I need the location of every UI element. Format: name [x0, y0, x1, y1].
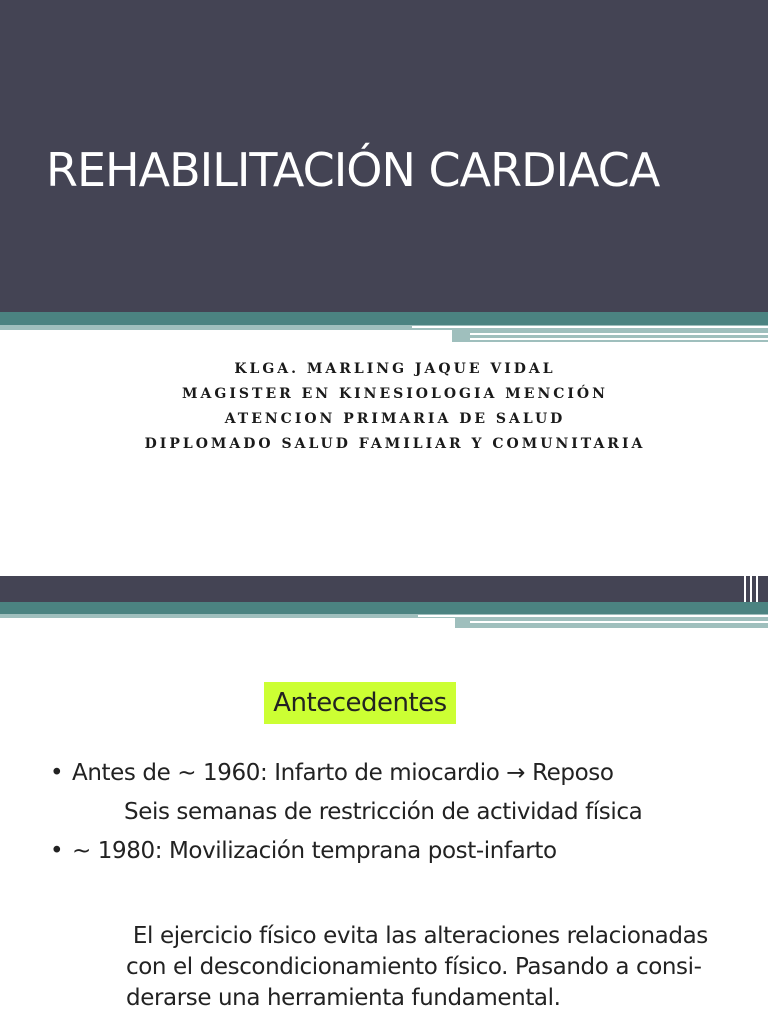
slide-title: REHABILITACIÓN CARDIACA	[46, 143, 660, 197]
content-vertical-ticks	[756, 576, 758, 602]
content-accent-stripe	[455, 618, 768, 628]
header-accent-line-3	[470, 338, 768, 340]
bullet-list	[50, 754, 750, 871]
list-item	[50, 832, 750, 871]
bullet-icon: •	[50, 760, 64, 786]
paragraph-line: El ejercicio físico evita las alteraciones relacionadas	[126, 923, 708, 949]
author-credentials	[0, 357, 768, 457]
summary-paragraph	[126, 921, 726, 1014]
content-vertical-ticks	[750, 576, 752, 602]
list-item	[50, 754, 750, 793]
content-accent-line-2	[470, 621, 768, 623]
bullet-text: Antes de ~ 1960: Infarto de miocardio → Reposo	[72, 760, 614, 786]
content-accent-line	[418, 615, 768, 617]
bullet-text: ~ 1980: Movilización temprana post-infarto	[72, 838, 557, 864]
header-accent-stripe	[452, 330, 768, 342]
content-header-band	[0, 576, 768, 602]
subtitle-line: KLGA. MARLING JAQUE VIDAL	[234, 361, 556, 377]
section-heading: Antecedentes	[264, 682, 456, 724]
header-accent-line	[412, 326, 768, 328]
content-teal-stripe	[0, 602, 768, 614]
subtitle-line: MAGISTER EN KINESIOLOGIA MENCIÓN	[182, 386, 608, 402]
bullet-icon: •	[50, 838, 64, 864]
paragraph-line: derarse una herramienta fundamental.	[126, 985, 561, 1011]
content-slide	[0, 576, 768, 1024]
list-item-sub: Seis semanas de restricción de actividad física	[124, 799, 643, 825]
subtitle-line: ATENCION PRIMARIA DE SALUD	[224, 411, 566, 427]
header-accent-line-2	[470, 333, 768, 335]
content-vertical-ticks	[744, 576, 746, 602]
paragraph-line: con el descondicionamiento físico. Pasando a consi-	[126, 954, 702, 980]
subtitle-line: DIPLOMADO SALUD FAMILIAR Y COMUNITARIA	[144, 436, 646, 452]
header-teal-stripe	[0, 312, 768, 325]
